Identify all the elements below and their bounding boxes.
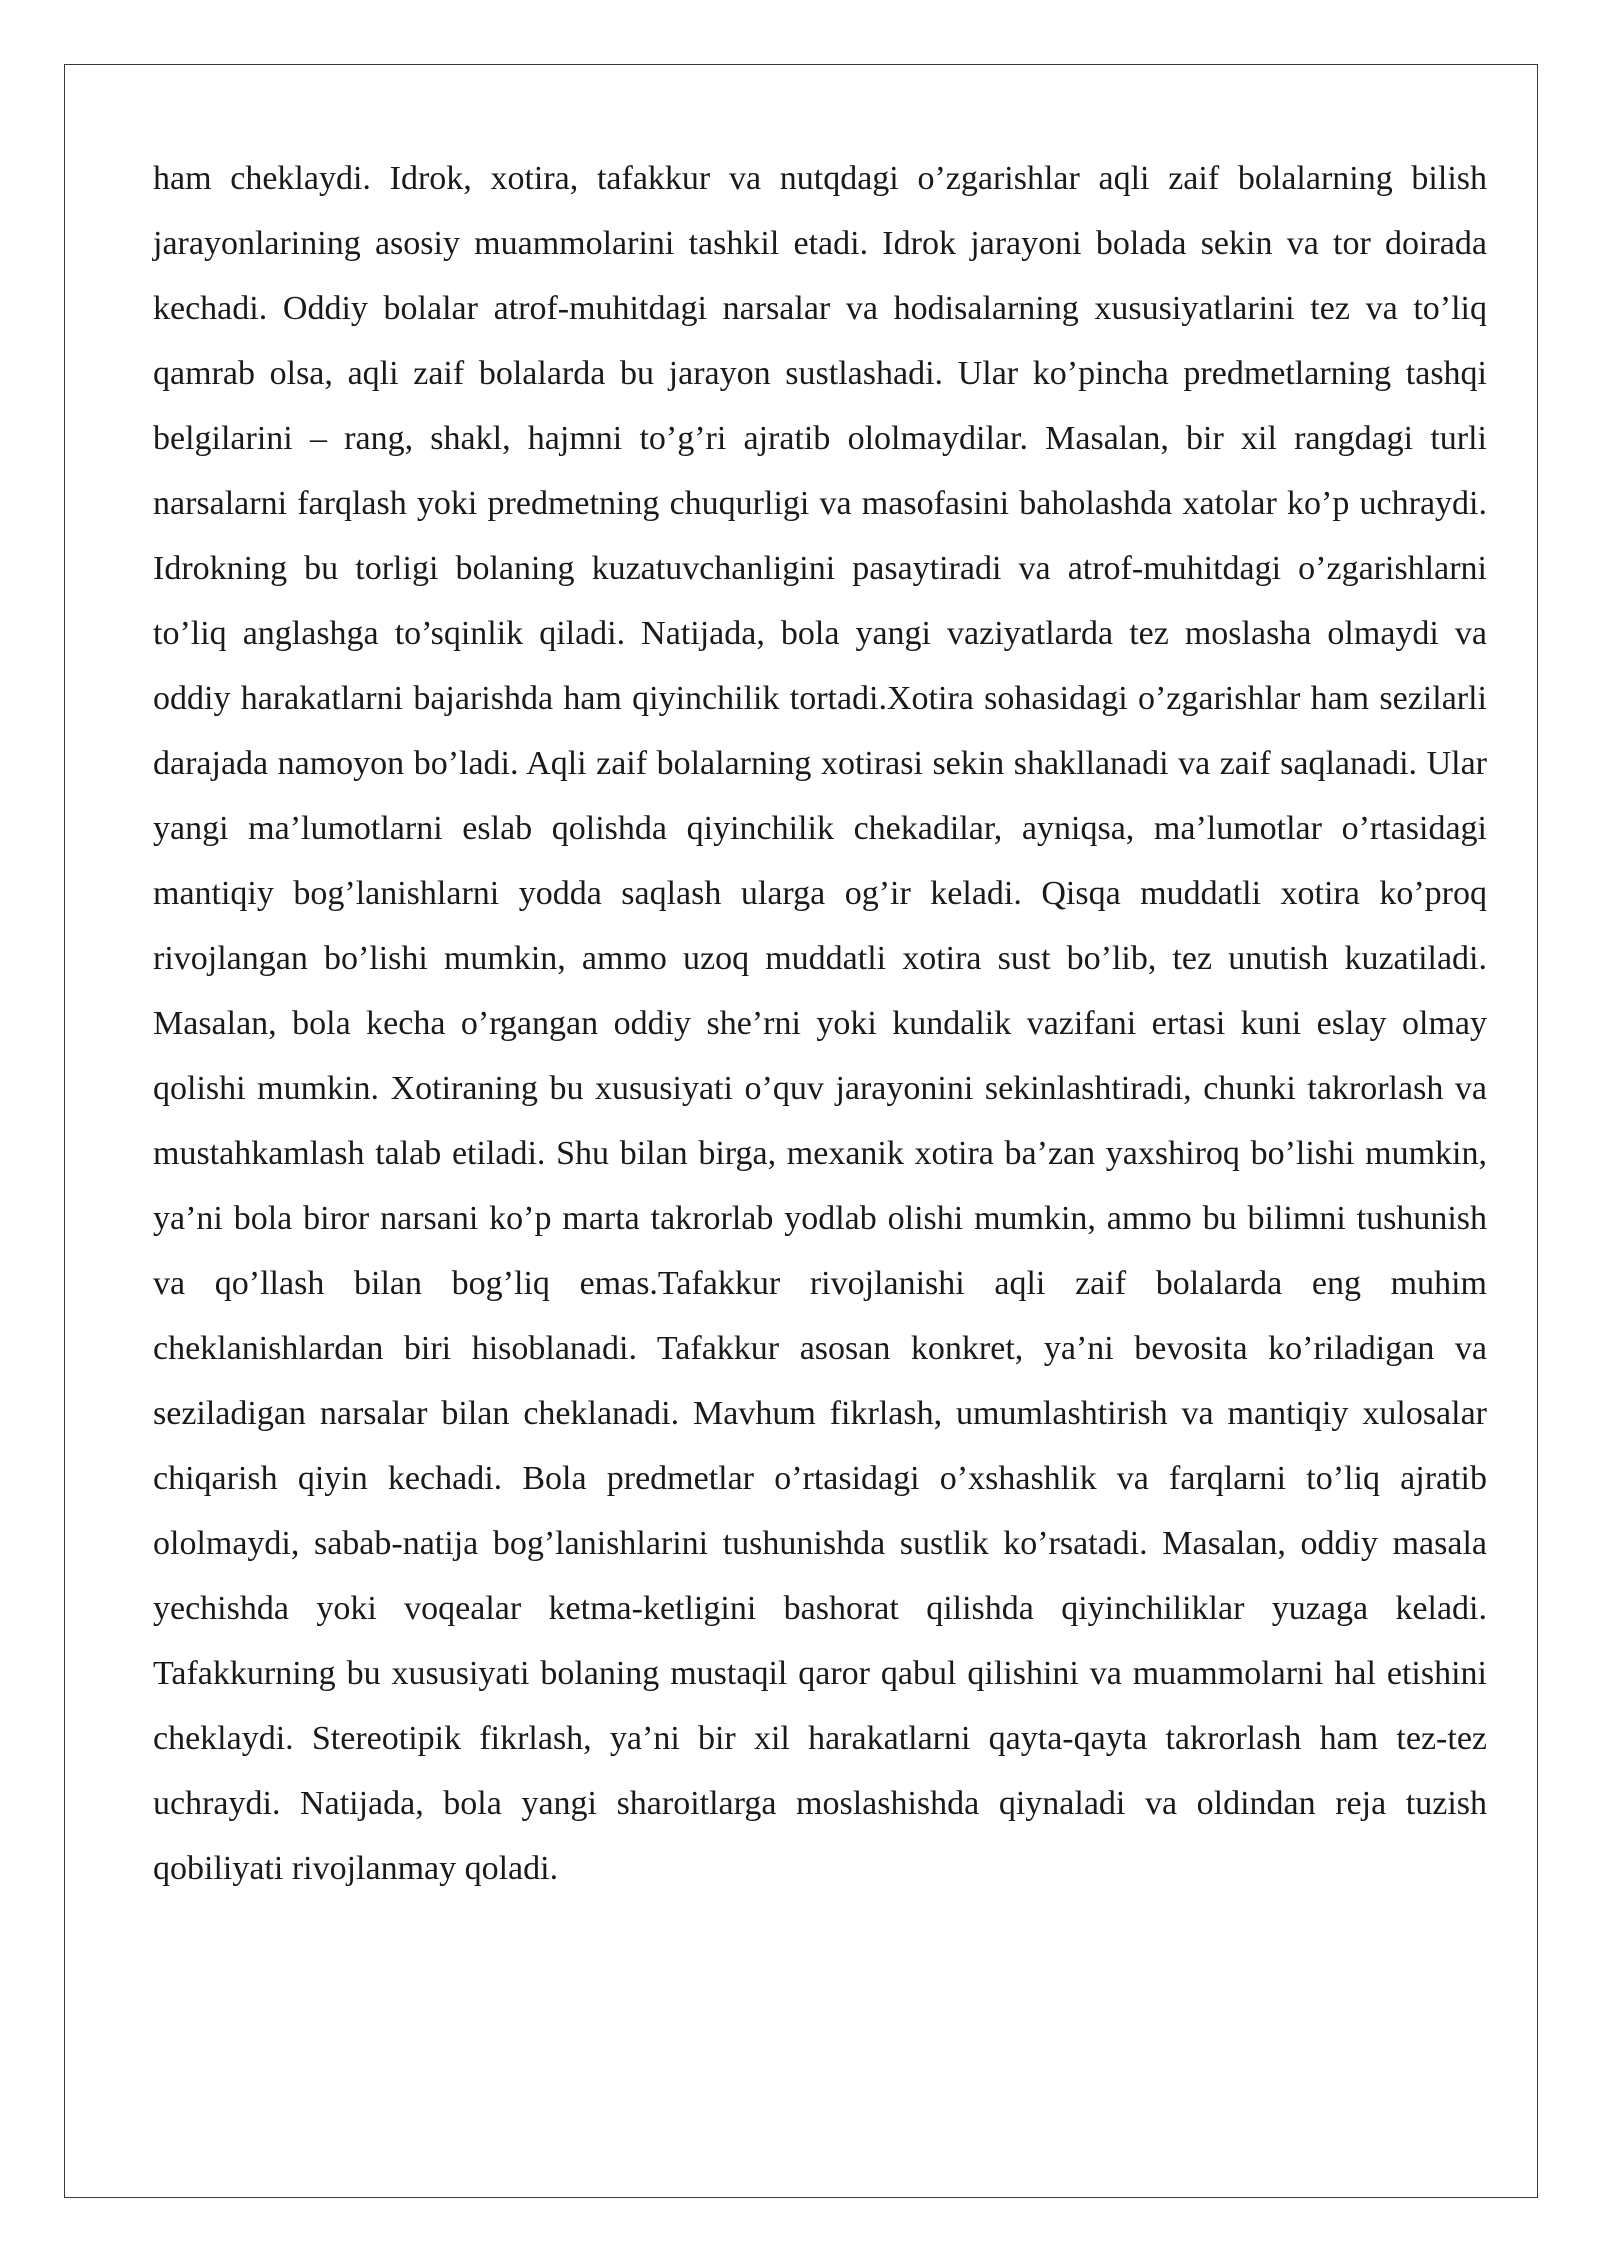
body-paragraph: ham cheklaydi. Idrok, xotira, tafakkur va nutqdagi o’zgarishlar aqli zaif bolalarning bilish jarayonlarining asosiy muammolarini tashkil etadi. Idrok jarayoni bolada sekin va tor doirada kechadi. Oddiy bolalar atrof-muhitdagi narsalar va hodisalarning xususiyatlarini tez va to’liq qamrab olsa, aqli zaif bolalarda bu jarayon sustlashadi. Ular ko’pincha predmetlarning tashqi belgilarini – rang, shakl, hajmni to’g’ri ajratib ololmaydilar. Masalan, bir xil rangdagi turli narsalarni farqlash yoki predmetning chuqurligi va masofasini baholashda xatolar ko’p uchraydi. Idrokning bu torligi bolaning kuzatuvchanligini pasaytiradi va atrof-muhitdagi o’zgarishlarni to’liq anglashga to’sqinlik qiladi. Natijada, bola yangi vaziyatlarda tez moslasha olmaydi va oddiy harakatlarni bajarishda ham qiyinchilik tortadi.Xotira sohasidagi o’zgarishlar ham sezilarli darajada namoyon bo’ladi. Aqli zaif bolalarning xotirasi sekin shakllanadi va zaif saqlanadi. Ular yangi ma’lumotlarni eslab qolishda qiyinchilik chekadilar, ayniqsa, ma’lumotlar o’rtasidagi mantiqiy bog’lanishlarni yodda saqlash ularga og’ir keladi. Qisqa muddatli xotira ko’proq rivojlangan bo’lishi mumkin, ammo uzoq muddatli xotira sust bo’lib, tez unutish kuzatiladi. Masalan, bola kecha o’rgangan oddiy she’rni yoki kundalik vazifani ertasi kuni eslay olmay qolishi mumkin. Xotiraning bu xususiyati o’quv jarayonini sekinlashtiradi, chunki takrorlash va mustahkamlash talab etiladi. Shu bilan birga, mexanik xotira ba’zan yaxshiroq bo’lishi mumkin, ya’ni bola biror narsani ko’p marta takrorlab yodlab olishi mumkin, ammo bu bilimni tushunish va qo’llash bilan bog’liq emas.Tafakkur rivojlanishi aqli zaif bolalarda eng muhim cheklanishlardan biri hisoblanadi. Tafakkur asosan konkret, ya’ni bevosita ko’riladigan va seziladigan narsalar bilan cheklanadi. Mavhum fikrlash, umumlashtirish va mantiqiy xulosalar chiqarish qiyin kechadi. Bola predmetlar o’rtasidagi o’xshashlik va farqlarni to’liq ajratib ololmaydi, sabab-natija bog’lanishlarini tushunishda sustlik ko’rsatadi. Masalan, oddiy masala yechishda yoki voqealar ketma-ketligini bashorat qilishda qiyinchiliklar yuzaga keladi. Tafakkurning bu xususiyati bolaning mustaqil qaror qabul qilishini va muammolarni hal etishini cheklaydi. Stereotipik fikrlash, ya’ni bir xil harakatlarni qayta-qayta takrorlash ham tez-tez uchraydi. Natijada, bola yangi sharoitlarga moslashishda qiynaladi va oldindan reja tuzish qobiliyati rivojlanmay qoladi. (153, 160, 1487, 1887)
